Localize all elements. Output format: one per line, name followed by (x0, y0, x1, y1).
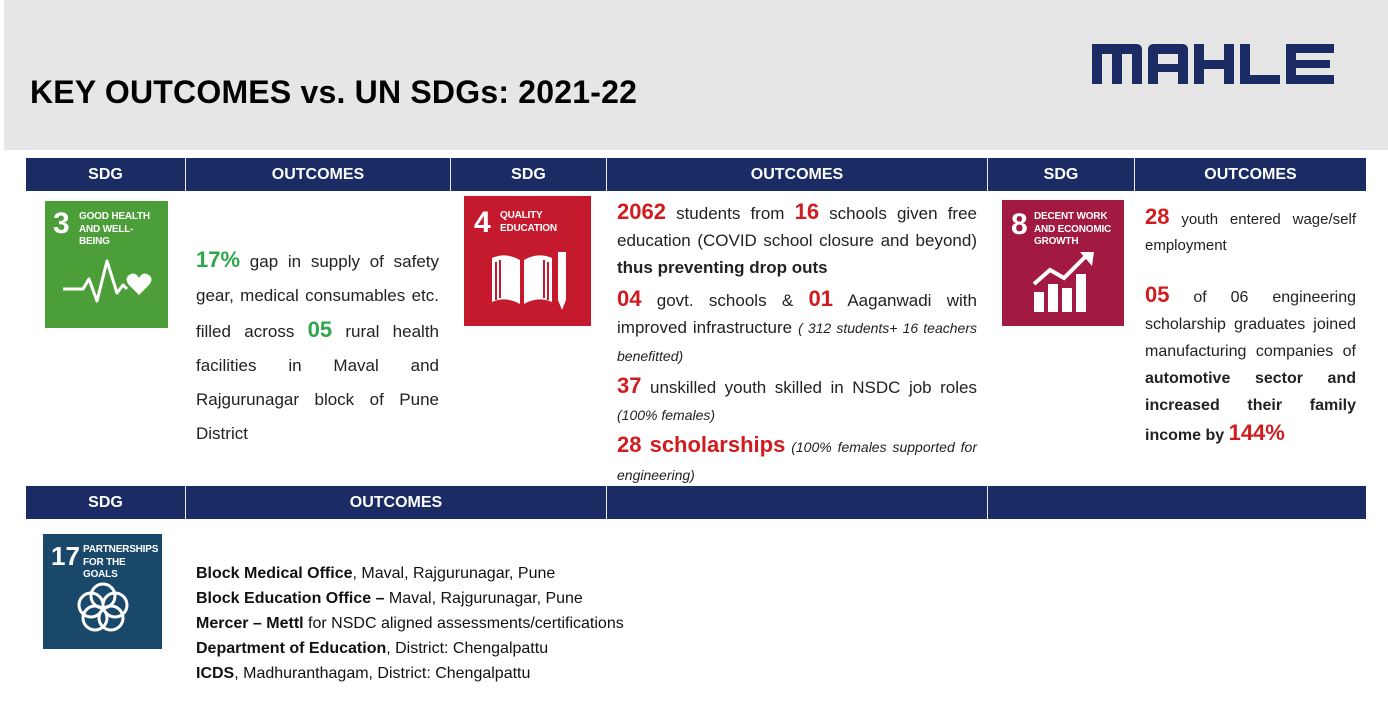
sdg3-outcome: 17% gap in supply of safety gear, medical consumables etc. filled across 05 rural health facilities in Maval and Rajgurunagar block of Pune District (196, 247, 439, 443)
partner-item: Department of Education, District: Chengalpattu (196, 640, 549, 657)
sdg4-tile (464, 196, 591, 326)
top-table-header (26, 158, 1366, 191)
sdg4-point-1: 2062 students from 16 schools given free education (COVID school closure and beyond) thus preventing drop outs (617, 199, 977, 277)
col-outcomes-1: OUTCOMES (271, 166, 365, 183)
col-outcomes-4: OUTCOMES (349, 494, 443, 511)
sdg3-tile (45, 201, 168, 328)
partner-item: Mercer – Mettl for NSDC aligned assessments/certifications (196, 615, 624, 632)
sdg8-point-2: 05 of 06 engineering scholarship graduates joined manufacturing companies of automotive sector and increased their family income by 144% (1145, 282, 1356, 445)
sdg17-partners-list (196, 561, 624, 686)
partner-item: Block Education Office – Maval, Rajgurunagar, Pune (196, 590, 583, 607)
sdg17-tile (43, 534, 162, 649)
sdg8-tile (1002, 200, 1124, 326)
sdg8-point-1: 28 youth entered wage/self employment (1145, 204, 1356, 254)
mahle-logo (1090, 40, 1338, 88)
sdg8-outcome (1145, 204, 1356, 449)
sdg4-number: 4 (474, 206, 491, 239)
book-pencil-icon (488, 248, 572, 312)
sdg17-label: PARTNERSHIPS FOR THE GOALS (83, 544, 159, 580)
col-sdg-1: SDG (88, 166, 123, 183)
partner-item: ICDS, Madhuranthagam, District: Chengalpattu (196, 665, 531, 682)
bottom-table-header (26, 486, 1366, 519)
col-sdg-4: SDG (88, 494, 123, 511)
col-sdg-3: SDG (1043, 166, 1079, 183)
page-title: KEY OUTCOMES vs. UN SDGs: 2021-22 (30, 74, 638, 110)
sdg4-point-3: 37 unskilled youth skilled in NSDC job roles (100% females) (617, 373, 977, 423)
sdg4-outcome (617, 198, 977, 489)
sdg8-label: DECENT WORK AND ECONOMIC GROWTH (1034, 211, 1112, 247)
sdg8-number: 8 (1011, 208, 1028, 241)
sdg4-point-4: 28 scholarships (100% females supported for engineering) (617, 432, 977, 483)
col-outcomes-3: OUTCOMES (1204, 166, 1297, 183)
heartbeat-icon (61, 249, 153, 309)
sdg3-number: 3 (53, 207, 70, 240)
growth-chart-icon (1030, 250, 1098, 314)
rings-icon (73, 578, 133, 638)
sdg4-label: QUALITY EDUCATION (500, 210, 557, 234)
sdg4-point-2: 04 govt. schools & 01 Aaganwadi with improved infrastructure ( 312 students+ 16 teachers benefitted) (617, 286, 977, 364)
sdg17-number: 17 (51, 541, 80, 571)
sdg3-label: GOOD HEALTH AND WELL-BEING (79, 211, 150, 247)
col-sdg-2: SDG (511, 166, 546, 183)
col-outcomes-2: OUTCOMES (750, 166, 844, 183)
partner-item: Block Medical Office, Maval, Rajgurunagar, Pune (196, 565, 556, 582)
